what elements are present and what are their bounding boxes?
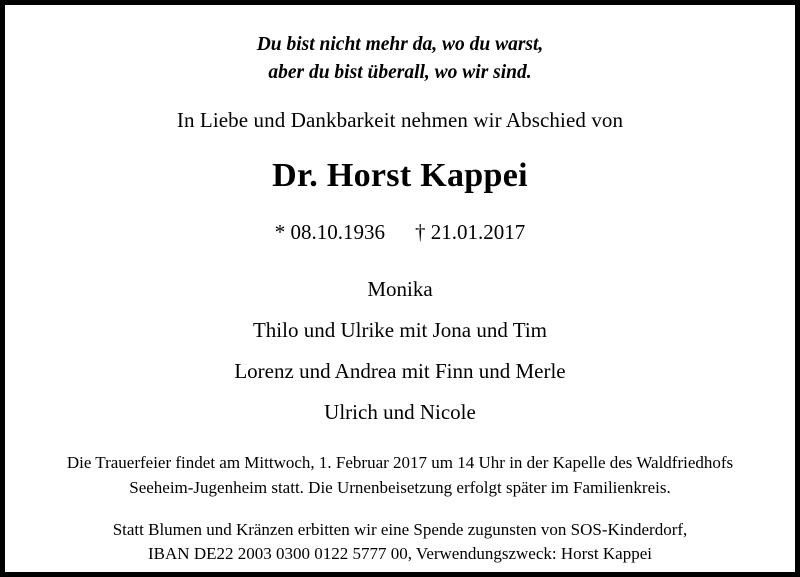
deceased-name: Dr. Horst Kappei — [272, 157, 528, 195]
surviving-family-list — [234, 279, 565, 423]
notice-footer — [67, 451, 733, 567]
donation-line-2: IBAN DE22 2003 0300 0122 5777 00, Verwendungszweck: Horst Kappei — [148, 544, 652, 564]
family-line: Ulrich und Nicole — [324, 400, 476, 425]
verse-line-2: aber du bist überall, wo wir sind. — [268, 61, 532, 83]
donation-details — [67, 518, 733, 567]
verse-line-1: Du bist nicht mehr da, wo du warst, — [256, 34, 544, 55]
birth-date: * 08.10.1936 — [274, 220, 385, 245]
notice-content — [5, 5, 795, 572]
memorial-verse — [257, 31, 544, 86]
ceremony-line-2: Seeheim-Jugenheim statt. Die Urnenbeisetzung erfolgt später im Familienkreis. — [129, 478, 671, 498]
donation-line-1: Statt Blumen und Kränzen erbitten wir eine Spende zugunsten von SOS-Kinderdorf, — [112, 519, 688, 539]
death-date: † 21.01.2017 — [415, 220, 526, 245]
ceremony-details — [67, 451, 733, 500]
family-line: Monika — [367, 277, 433, 302]
family-line: Thilo und Ulrike mit Jona und Tim — [252, 318, 547, 343]
family-line: Lorenz und Andrea mit Finn und Merle — [234, 359, 566, 384]
life-dates — [275, 220, 526, 245]
ceremony-line-1: Die Trauerfeier findet am Mittwoch, 1. Februar 2017 um 14 Uhr in der Kapelle des Waldfriedhofs — [66, 453, 734, 473]
intro-text: In Liebe und Dankbarkeit nehmen wir Abschied von — [176, 108, 624, 133]
